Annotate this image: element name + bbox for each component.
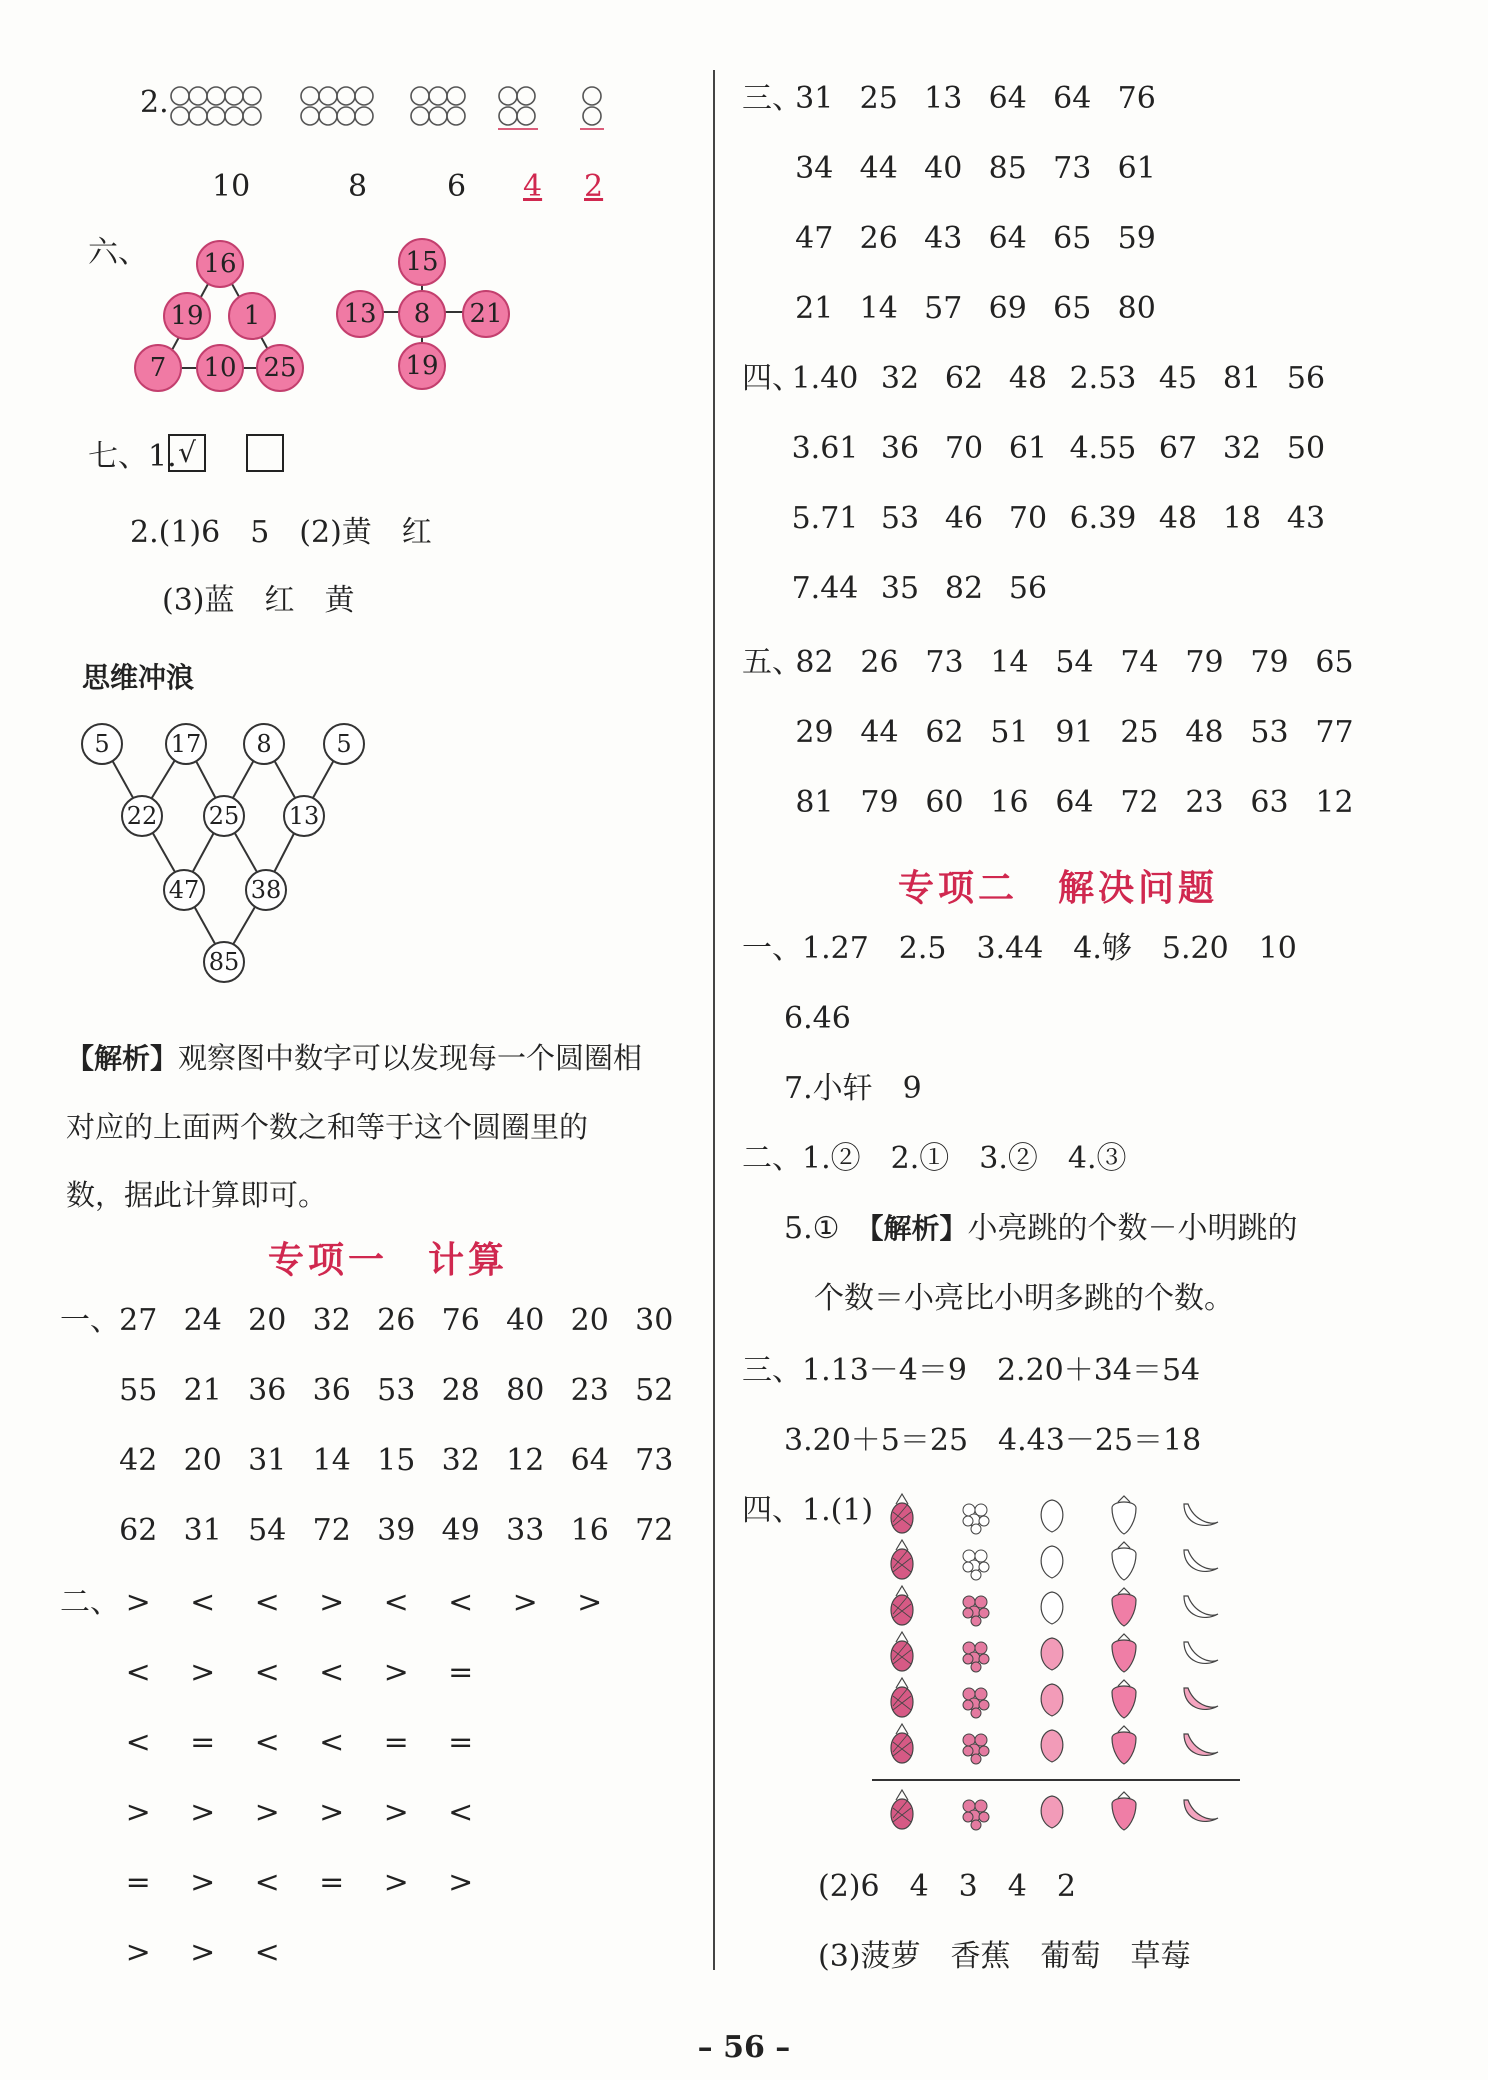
p5-cell: 53 [1250, 715, 1289, 750]
s1p1-cell: 42 [119, 1443, 158, 1478]
s1p2-cell: < [319, 1655, 345, 1690]
p4-cell: 32 [880, 361, 920, 396]
p4-cell: 56 [1286, 361, 1326, 396]
p4-row [782, 361, 1338, 396]
s1p2-cell: > [383, 1865, 409, 1900]
s1p2-cell: > [125, 1795, 151, 1830]
p4-cell: 2.53 [1069, 361, 1137, 396]
p4-cell: 5.71 [791, 501, 859, 536]
s1p1-cell: 20 [570, 1303, 609, 1338]
p5-cell: 29 [795, 715, 834, 750]
p4-label: 四、 [742, 361, 802, 396]
p5-cell: 44 [860, 715, 899, 750]
p5-cell: 65 [1315, 645, 1354, 680]
p3-cell: 26 [859, 221, 898, 256]
p3-cell: 64 [1053, 81, 1092, 116]
triangle-right-circle: 1 [228, 292, 276, 340]
cross-right-circle: 21 [462, 290, 510, 338]
s1p2-cell: = [125, 1865, 151, 1900]
s1p1-cell: 23 [570, 1373, 609, 1408]
s1-part2-label: 二、 [60, 1585, 120, 1620]
p4-cell: 3.61 [791, 431, 859, 466]
p4-cell: 46 [944, 501, 984, 536]
p3-cell: 44 [859, 151, 898, 186]
s2-part1-6: 6.46 [784, 1001, 851, 1036]
p5-cell: 64 [1055, 785, 1094, 820]
s1p2-cell: < [254, 1585, 280, 1620]
p3-cell: 65 [1053, 221, 1092, 256]
p3-cell: 80 [1117, 291, 1156, 326]
p3-cell: 64 [988, 221, 1027, 256]
p5-cell: 14 [990, 645, 1029, 680]
s1p1-cell: 76 [441, 1303, 480, 1338]
s1p1-cell: 52 [635, 1373, 674, 1408]
count-10: 10 [212, 169, 251, 204]
s1p2-cell: > [190, 1795, 216, 1830]
p4-cell: 56 [1008, 571, 1048, 606]
s1p2-cell: < [254, 1865, 280, 1900]
s1p1-cell: 30 [635, 1303, 674, 1338]
s1p2-cell: < [125, 1725, 151, 1760]
p3-cell: 65 [1053, 291, 1092, 326]
section1-title: 专项一 计算 [268, 1240, 509, 1281]
s1p2-cell: > [319, 1795, 345, 1830]
p5-cell: 62 [925, 715, 964, 750]
s1p2-row [106, 1795, 493, 1830]
s1p2-cell: = [383, 1725, 409, 1760]
s2-part2-5b: 个数＝小亮比小明多跳的个数。 [814, 1281, 1234, 1316]
p5-label: 五、 [742, 645, 802, 680]
s1p1-row [106, 1373, 687, 1408]
triangle-bottom-left-circle: 7 [134, 344, 182, 392]
empty-box [246, 434, 284, 472]
cross-left-circle: 13 [336, 290, 384, 338]
s1p2-cell: < [125, 1655, 151, 1690]
fruit-pictograph [860, 1490, 1250, 1850]
pyramid-r2-c3: 13 [283, 795, 325, 837]
cross-top-circle: 15 [398, 238, 446, 286]
p4-cell: 4.55 [1069, 431, 1137, 466]
s2-part4-3: (3)菠萝 香蕉 葡萄 草莓 [818, 1939, 1191, 1974]
s1p2-cell: > [319, 1585, 345, 1620]
p3-cell: 57 [924, 291, 963, 326]
s1p2-cell: > [383, 1655, 409, 1690]
s1p2-row [106, 1655, 493, 1690]
s1-part1-label: 一、 [60, 1303, 120, 1338]
checked-box: √ [168, 434, 206, 472]
p3-cell: 31 [795, 81, 834, 116]
s1p2-cell: < [383, 1585, 409, 1620]
p3-cell: 14 [859, 291, 898, 326]
p3-cell: 85 [988, 151, 1027, 186]
p5-cell: 82 [795, 645, 834, 680]
p3-cell: 25 [859, 81, 898, 116]
analysis-line-3: 数，据此计算即可。 [66, 1178, 328, 1212]
s1p1-cell: 80 [506, 1373, 545, 1408]
p5-cell: 91 [1055, 715, 1094, 750]
count-6: 6 [447, 169, 467, 204]
question-2-label: 2. [140, 85, 169, 120]
s1p2-cell: < [190, 1585, 216, 1620]
p5-cell: 48 [1185, 715, 1224, 750]
s1p2-cell: > [577, 1585, 603, 1620]
p3-row [782, 221, 1169, 256]
p4-cell: 18 [1222, 501, 1262, 536]
pyramid-r1-c1: 5 [81, 723, 123, 765]
s1p2-cell: < [448, 1795, 474, 1830]
p4-cell: 35 [880, 571, 920, 606]
p5-cell: 54 [1055, 645, 1094, 680]
p4-cell: 1.40 [791, 361, 859, 396]
p4-cell: 61 [1008, 431, 1048, 466]
p3-cell: 61 [1117, 151, 1156, 186]
p5-row [782, 785, 1367, 820]
p4-cell: 32 [1222, 431, 1262, 466]
p5-cell: 79 [1185, 645, 1224, 680]
s1p1-cell: 31 [183, 1513, 222, 1548]
s1p1-cell: 33 [506, 1513, 545, 1548]
p4-cell: 70 [944, 431, 984, 466]
s1p1-cell: 16 [570, 1513, 609, 1548]
s1p1-cell: 27 [119, 1303, 158, 1338]
s1p2-row [106, 1725, 493, 1760]
s1p1-cell: 28 [441, 1373, 480, 1408]
s1p2-cell: < [448, 1585, 474, 1620]
p5-cell: 60 [925, 785, 964, 820]
s1p1-cell: 49 [441, 1513, 480, 1548]
s1p1-cell: 12 [506, 1443, 545, 1478]
s1p1-cell: 31 [248, 1443, 287, 1478]
s1p1-cell: 73 [635, 1443, 674, 1478]
analysis-tag: 【解析】 [66, 1042, 179, 1075]
p5-cell: 23 [1185, 785, 1224, 820]
p3-cell: 13 [924, 81, 963, 116]
p3-cell: 59 [1117, 221, 1156, 256]
triangle-left-circle: 19 [163, 292, 211, 340]
p4-row [782, 431, 1338, 466]
p5-cell: 26 [860, 645, 899, 680]
s1p2-cell: = [319, 1865, 345, 1900]
p3-cell: 76 [1117, 81, 1156, 116]
s1p1-cell: 21 [183, 1373, 222, 1408]
s1p2-row [106, 1865, 493, 1900]
s1p2-row [106, 1935, 300, 1970]
s1p1-cell: 72 [635, 1513, 674, 1548]
s1p1-cell: 26 [377, 1303, 416, 1338]
analysis-line-1: 观察图中数字可以发现每一个圆圈相 [178, 1041, 643, 1075]
triangle-top-circle: 16 [196, 240, 244, 288]
pyramid-r3-c2: 38 [245, 869, 287, 911]
s1p2-cell: = [448, 1655, 474, 1690]
s1p1-cell: 54 [248, 1513, 287, 1548]
s2-part1-7: 7.小轩 9 [784, 1071, 922, 1106]
p5-cell: 79 [860, 785, 899, 820]
triangle-bottom-mid-circle: 10 [196, 344, 244, 392]
s1p2-cell: > [125, 1585, 151, 1620]
count-4: 4 [523, 169, 543, 204]
page-number: – 56 – [697, 2030, 791, 2065]
p4-cell: 48 [1008, 361, 1048, 396]
s1p1-cell: 20 [248, 1303, 287, 1338]
cross-bottom-circle: 19 [398, 342, 446, 390]
p3-label: 三、 [742, 81, 802, 116]
p4-row [782, 501, 1338, 536]
p5-cell: 79 [1250, 645, 1289, 680]
p4-cell: 7.44 [791, 571, 859, 606]
p4-cell: 67 [1158, 431, 1198, 466]
p5-row [782, 645, 1367, 680]
s1p1-cell: 55 [119, 1373, 158, 1408]
p4-cell: 81 [1222, 361, 1262, 396]
p4-row [782, 571, 1060, 606]
s1p2-cell: > [383, 1795, 409, 1830]
s1p1-cell: 24 [183, 1303, 222, 1338]
p4-cell: 62 [944, 361, 984, 396]
triangle-bottom-right-circle: 25 [256, 344, 304, 392]
s1p2-cell: = [190, 1725, 216, 1760]
count-8: 8 [348, 169, 368, 204]
s1p2-cell: > [254, 1795, 280, 1830]
s1p2-cell: > [448, 1865, 474, 1900]
s1p1-cell: 32 [441, 1443, 480, 1478]
pyramid-r2-c2: 25 [203, 795, 245, 837]
p3-cell: 47 [795, 221, 834, 256]
s1p2-cell: > [190, 1865, 216, 1900]
p4-cell: 36 [880, 431, 920, 466]
part-six-label: 六、 [88, 235, 148, 270]
s1p1-cell: 14 [312, 1443, 351, 1478]
p4-cell: 50 [1286, 431, 1326, 466]
p3-cell: 64 [988, 81, 1027, 116]
s1p1-cell: 20 [183, 1443, 222, 1478]
p5-cell: 73 [925, 645, 964, 680]
p3-cell: 43 [924, 221, 963, 256]
s1p2-cell: < [319, 1725, 345, 1760]
s1p1-row [106, 1443, 687, 1478]
s1p2-cell: < [254, 1935, 280, 1970]
pyramid-r1-c2: 17 [165, 723, 207, 765]
p4-cell: 53 [880, 501, 920, 536]
s1p2-cell: > [512, 1585, 538, 1620]
p5-cell: 72 [1120, 785, 1159, 820]
section2-title: 专项二 解决问题 [898, 868, 1219, 909]
s1p2-cell: = [448, 1725, 474, 1760]
s1p2-cell: < [254, 1655, 280, 1690]
circle-groups-figure [170, 82, 610, 134]
s1p2-cell: > [190, 1935, 216, 1970]
p5-cell: 25 [1120, 715, 1159, 750]
s1p1-cell: 15 [377, 1443, 416, 1478]
thinking-title: 思维冲浪 [82, 661, 195, 694]
p4-cell: 70 [1008, 501, 1048, 536]
s1p1-cell: 72 [312, 1513, 351, 1548]
s2-part2-5: 5.① 【解析】小亮跳的个数－小明跳的 [784, 1211, 1298, 1246]
analysis-block [66, 1024, 706, 1229]
p5-cell: 77 [1315, 715, 1354, 750]
p3-cell: 69 [988, 291, 1027, 326]
p3-row [782, 81, 1169, 116]
s1p1-cell: 32 [312, 1303, 351, 1338]
s1p1-cell: 40 [506, 1303, 545, 1338]
p5-cell: 74 [1120, 645, 1159, 680]
count-2: 2 [584, 169, 604, 204]
s2-part3a: 三、1.13－4＝9 2.20＋34＝54 [742, 1353, 1201, 1388]
p4-cell: 6.39 [1069, 501, 1137, 536]
p5-cell: 81 [795, 785, 834, 820]
s2-part2: 二、1.② 2.① 3.② 4.③ [742, 1141, 1127, 1176]
part-seven-q3: (3)蓝 红 黄 [162, 583, 355, 618]
s2-part3b: 3.20＋5＝25 4.43－25＝18 [784, 1423, 1202, 1458]
pyramid-r4-c1: 85 [203, 941, 245, 983]
s1p1-cell: 39 [377, 1513, 416, 1548]
p3-cell: 21 [795, 291, 834, 326]
p4-cell: 45 [1158, 361, 1198, 396]
part-seven-label: 七、1. [88, 439, 177, 474]
p3-cell: 40 [924, 151, 963, 186]
s1p2-cell: > [125, 1935, 151, 1970]
pyramid-r1-c3: 8 [243, 723, 285, 765]
s1p1-cell: 62 [119, 1513, 158, 1548]
p3-row [782, 291, 1169, 326]
pyramid-r1-c4: 5 [323, 723, 365, 765]
s1p1-cell: 64 [570, 1443, 609, 1478]
s1p2-cell: > [190, 1655, 216, 1690]
s2-part4-label: 四、1.(1) [742, 1493, 874, 1528]
s1p1-cell: 53 [377, 1373, 416, 1408]
p3-row [782, 151, 1169, 186]
analysis-line-2: 对应的上面两个数之和等于这个圆圈里的 [66, 1110, 589, 1144]
p3-cell: 73 [1053, 151, 1092, 186]
s1p1-cell: 36 [248, 1373, 287, 1408]
p5-row [782, 715, 1367, 750]
p5-cell: 51 [990, 715, 1029, 750]
p3-cell: 34 [795, 151, 834, 186]
s1p1-row [106, 1513, 687, 1548]
cross-center-circle: 8 [398, 290, 446, 338]
p4-cell: 43 [1286, 501, 1326, 536]
p4-cell: 48 [1158, 501, 1198, 536]
s1p2-cell: < [254, 1725, 280, 1760]
pyramid-r2-c1: 22 [121, 795, 163, 837]
pyramid-r3-c1: 47 [163, 869, 205, 911]
part-seven-q2: 2.(1)6 5 (2)黄 红 [130, 515, 432, 550]
p5-cell: 16 [990, 785, 1029, 820]
p4-cell: 82 [944, 571, 984, 606]
s2-part1: 一、1.27 2.5 3.44 4.够 5.20 10 [742, 931, 1297, 966]
column-divider [713, 70, 715, 1970]
p5-cell: 63 [1250, 785, 1289, 820]
p5-cell: 12 [1315, 785, 1354, 820]
s1p2-row [106, 1585, 622, 1620]
s1p1-cell: 36 [312, 1373, 351, 1408]
s1p1-row [106, 1303, 687, 1338]
s2-part4-2: (2)6 4 3 4 2 [818, 1869, 1076, 1904]
